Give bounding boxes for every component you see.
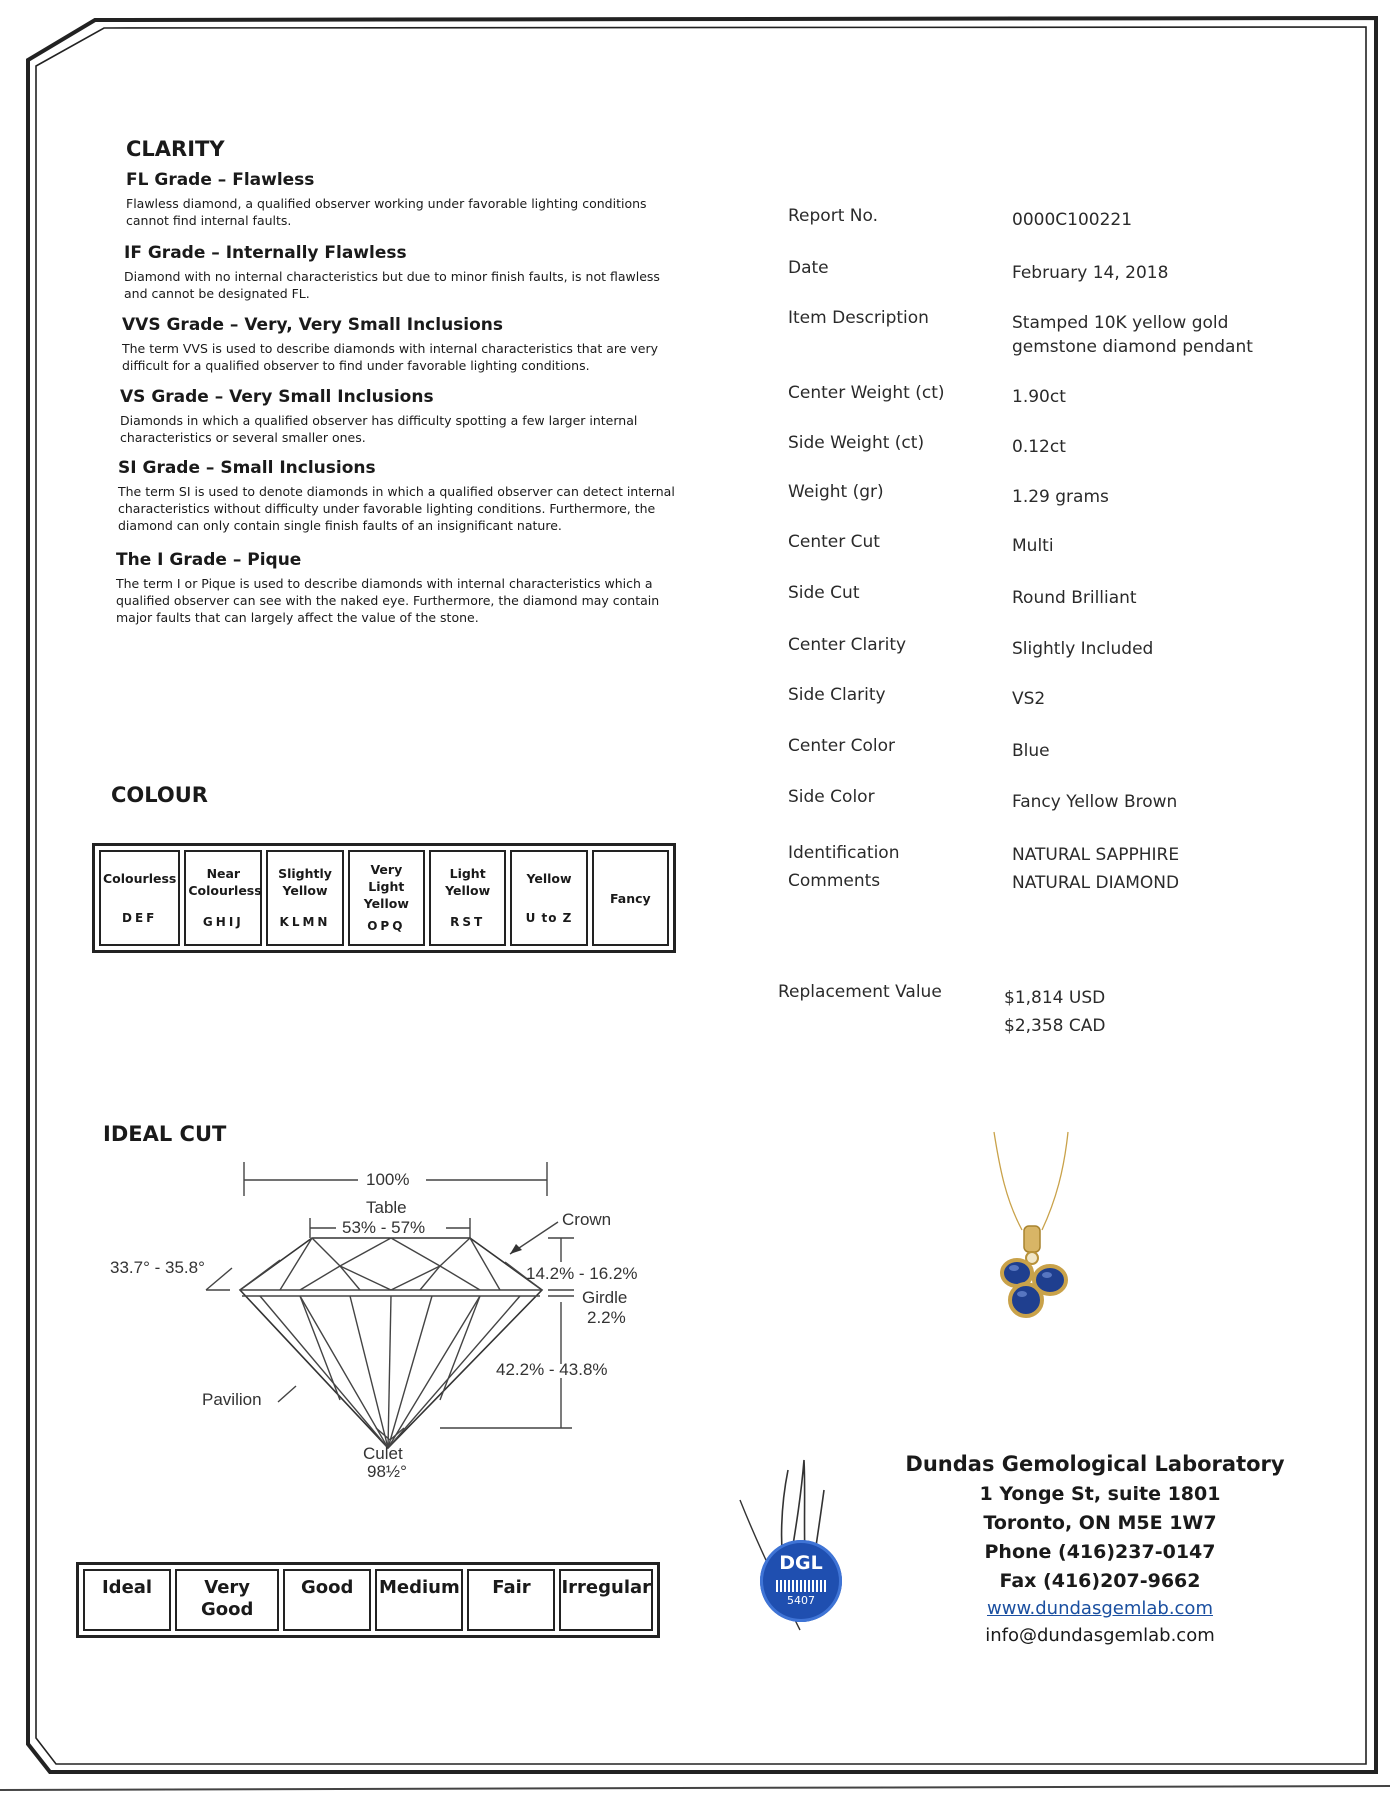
cut-grade-cell: Ideal — [83, 1569, 171, 1631]
table-range-label: 53% - 57% — [342, 1218, 426, 1237]
colour-code: GHIJ — [202, 914, 244, 929]
grade-title: SI Grade – Small Inclusions — [118, 458, 376, 478]
colour-code: DEF — [121, 910, 158, 925]
report-label: Center Color — [788, 736, 896, 756]
crown-label: Crown — [562, 1210, 612, 1229]
table-label: Table — [366, 1198, 407, 1217]
pendant-photo — [960, 1130, 1100, 1330]
crown-angle-label: 33.7° - 35.8° — [110, 1258, 205, 1277]
width-label: 100% — [366, 1170, 410, 1189]
clarity-heading: CLARITY — [126, 137, 225, 161]
report-value — [1012, 637, 1312, 661]
lab-phone: Phone (416)237-0147 — [984, 1541, 1216, 1563]
lab-contact — [820, 1452, 1380, 1646]
ideal-cut-heading: IDEAL CUT — [103, 1122, 227, 1146]
report-value — [1012, 841, 1312, 897]
report-label: Side Clarity — [788, 685, 886, 705]
colour-name: Near Colourless — [188, 866, 262, 899]
colour-code: U to Z — [525, 910, 573, 925]
report-value-line: February 14, 2018 — [1012, 263, 1169, 283]
report-value-line: gemstone diamond pendant — [1012, 337, 1253, 357]
report-value-line: 0000C100221 — [1012, 210, 1133, 230]
grade-title: VVS Grade – Very, Very Small Inclusions — [122, 315, 504, 335]
report-label: Side Weight (ct) — [788, 433, 925, 453]
report-value-line: Multi — [1012, 536, 1054, 556]
lab-name: Dundas Gemological Laboratory — [905, 1452, 1285, 1476]
report-value-line: Fancy Yellow Brown — [1012, 792, 1178, 812]
lab-address-1: 1 Yonge St, suite 1801 — [979, 1483, 1221, 1505]
girdle-value-label: 2.2% — [587, 1308, 626, 1327]
report-value — [1012, 790, 1312, 814]
pavilion-label: Pavilion — [202, 1390, 262, 1409]
grade-description: Diamond with no internal characteristics but due to minor finish faults, is not flawless and cannot be designated FL. — [124, 269, 660, 301]
grade-description: The term VVS is used to describe diamonds with internal characteristics that are very difficult for a qualified observer to find under favorable lighting conditions. — [122, 341, 659, 373]
report-value — [1012, 485, 1312, 509]
colour-name: Light Yellow — [445, 866, 491, 899]
report-label: Report No. — [788, 206, 878, 226]
lab-fax: Fax (416)207-9662 — [999, 1570, 1201, 1592]
report-label: Weight (gr) — [788, 482, 884, 502]
report-label: Center Clarity — [788, 635, 907, 655]
lab-email: info@dundasgemlab.com — [985, 1625, 1215, 1646]
report-value — [1004, 984, 1304, 1040]
report-label: Replacement Value — [778, 982, 942, 1002]
report-value — [1012, 435, 1312, 459]
report-value-line: VS2 — [1012, 689, 1046, 709]
colour-code: KLMN — [279, 914, 331, 929]
lab-website-link[interactable]: www.dundasgemlab.com — [987, 1598, 1213, 1619]
cut-grade-cell: Medium — [375, 1569, 463, 1631]
report-value-line: Stamped 10K yellow gold — [1012, 313, 1229, 333]
colour-code: OPQ — [367, 919, 406, 933]
grade-description: The term I or Pique is used to describe diamonds with internal characteristics which a qualified observer can see with the naked eye. Furthermore, the diamond may contain major faults that can largely affect the value of the stone. — [116, 576, 660, 625]
report-value — [1012, 739, 1312, 763]
cut-grade-cell: Irregular — [559, 1569, 653, 1631]
report-value-line: 1.90ct — [1012, 387, 1066, 407]
seal-number: 5407 — [787, 1594, 815, 1607]
report-value-line: Slightly Included — [1012, 639, 1154, 659]
pavilion-depth-label: 42.2% - 43.8% — [496, 1360, 608, 1379]
cut-grade-table — [76, 1562, 660, 1638]
report-value — [1012, 534, 1312, 558]
report-label: Identification Comments — [788, 843, 900, 891]
report-value — [1012, 261, 1312, 285]
colour-code: RST — [450, 914, 486, 929]
colour-name: Yellow — [526, 870, 572, 886]
grade-title: The I Grade – Pique — [116, 550, 302, 570]
girdle-label: Girdle — [582, 1288, 628, 1307]
cut-grade-cell: Good — [283, 1569, 371, 1631]
seal-text: DGL — [779, 1552, 823, 1574]
lab-address-2: Toronto, ON M5E 1W7 — [983, 1512, 1217, 1534]
cut-grade-cell: Very Good — [175, 1569, 279, 1631]
report-value-line: 0.12ct — [1012, 437, 1066, 457]
report-value-line: $2,358 CAD — [1004, 1016, 1106, 1036]
report-value-line: NATURAL DIAMOND — [1012, 873, 1180, 893]
grade-title: VS Grade – Very Small Inclusions — [120, 387, 434, 407]
grade-title: FL Grade – Flawless — [126, 170, 315, 190]
report-value-line: 1.29 grams — [1012, 487, 1109, 507]
report-label: Side Cut — [788, 583, 860, 603]
cut-grade-cell: Fair — [467, 1569, 555, 1631]
grade-description: Flawless diamond, a qualified observer working under favorable lighting conditions cannot find internal faults. — [126, 196, 647, 228]
report-value-line: $1,814 USD — [1004, 988, 1106, 1008]
culet-label: Culet — [363, 1444, 403, 1463]
report-label: Date — [788, 258, 829, 278]
report-value — [1012, 311, 1312, 359]
report-value — [1012, 586, 1312, 610]
colour-heading: COLOUR — [111, 783, 208, 807]
colour-name: Fancy — [609, 890, 651, 906]
grade-description: The term SI is used to denote diamonds in which a qualified observer can detect internal characteristics without difficulty under favorable lighting conditions. Furthermore, the diamond can only contain single finish faults of an insignificant nature. — [118, 484, 675, 533]
report-value — [1012, 208, 1312, 232]
grade-description: Diamonds in which a qualified observer has difficulty spotting a few larger internal characteristics or several smaller ones. — [120, 413, 638, 445]
report-value-line: Round Brilliant — [1012, 588, 1137, 608]
report-label: Item Description — [788, 308, 929, 328]
report-label: Center Weight (ct) — [788, 383, 945, 403]
report-value-line: NATURAL SAPPHIRE — [1012, 845, 1180, 865]
colour-name: Slightly Yellow — [278, 866, 332, 899]
report-value — [1012, 687, 1312, 711]
crown-height-label: 14.2% - 16.2% — [526, 1264, 638, 1283]
report-label: Center Cut — [788, 532, 880, 552]
report-label: Side Color — [788, 787, 875, 807]
grade-title: IF Grade – Internally Flawless — [124, 243, 407, 263]
culet-angle-label: 98½° — [367, 1462, 407, 1481]
colour-name: Colourless — [103, 870, 177, 886]
barcode-icon — [776, 1580, 826, 1592]
report-value-line: Blue — [1012, 741, 1050, 761]
colour-name: Very Light Yellow — [363, 862, 409, 911]
report-value — [1012, 385, 1312, 409]
